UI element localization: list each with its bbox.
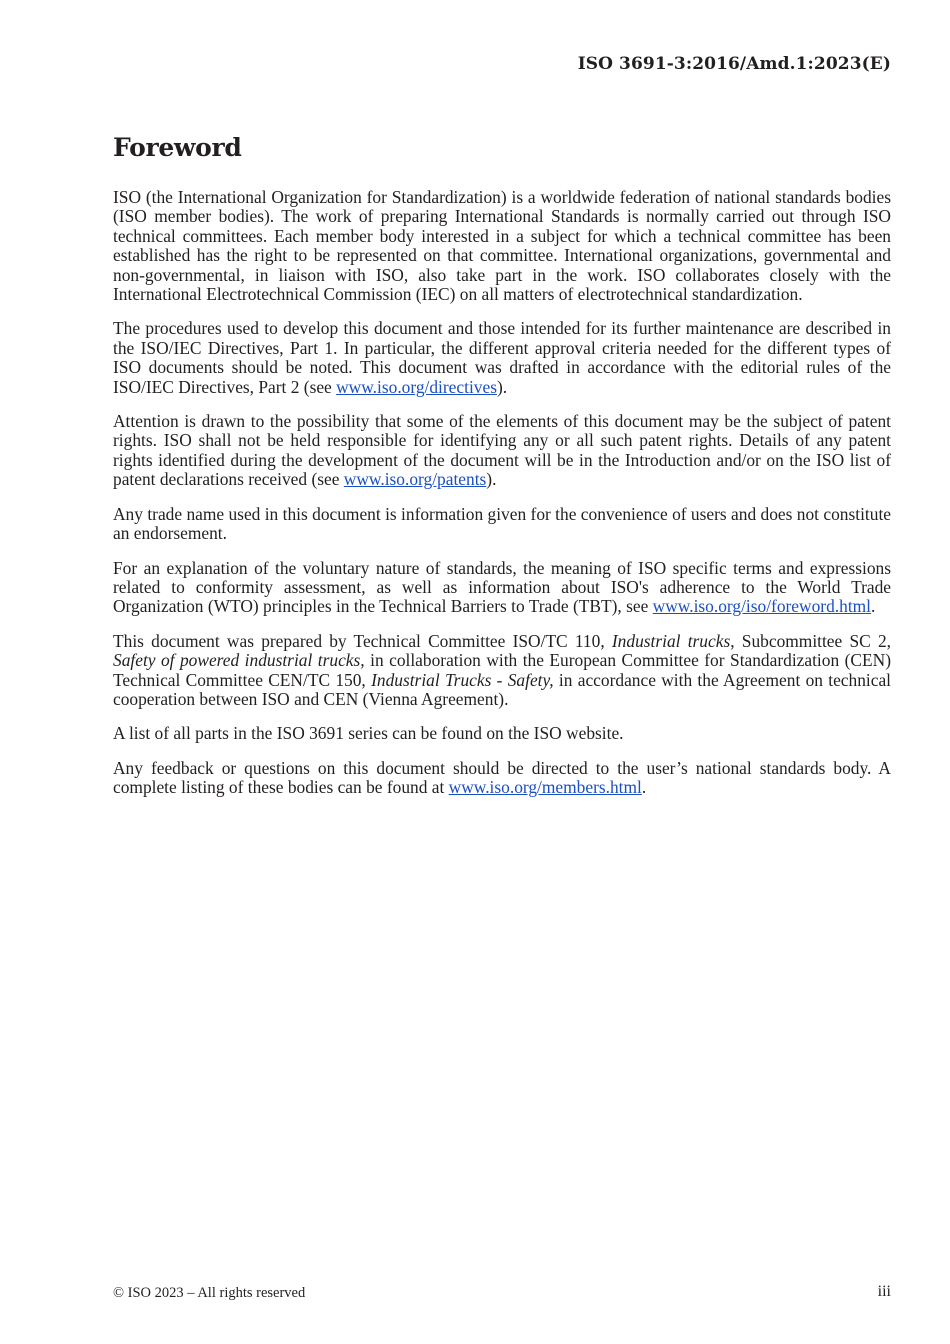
paragraph-tail: . [871,596,876,617]
document-code-header: ISO 3691-3:2016/Amd.1:2023(E) [577,54,891,74]
paragraph-text: in accordance with the Agreement on technical cooperation between ISO and CEN (Vienna Agreement). [113,669,892,709]
subcommittee-title-italic: Safety of powered industrial trucks, [113,650,365,671]
paragraph-text: in collaboration with the European Committee for Standardization (CEN) Technical Committee CEN/TC 150, [113,650,891,690]
page-title: Foreword [113,133,242,162]
page-content [113,130,891,813]
paragraph-prepared-by [113,632,891,710]
paragraph-tail: . [641,777,647,798]
foreword-link[interactable]: www.iso.org/iso/foreword.html [652,596,872,617]
paragraph-voluntary-nature [113,559,891,617]
committee-title-italic: Industrial trucks [611,630,731,651]
paragraph-series-list: A list of all parts in the ISO 3691 series can be found on the ISO website. [113,723,624,744]
cen-committee-title-italic: Industrial Trucks - Safety, [371,669,554,690]
paragraph-feedback [113,759,891,798]
paragraph-patents [113,412,891,490]
paragraph-text: , Subcommittee SC 2, [730,630,891,651]
paragraph-text: This document was prepared by Technical Committee ISO/TC 110, [113,630,612,651]
paragraph-text: For an explanation of the voluntary nature of standards, the meaning of ISO specific terms and expressions related to conformity assessment, as well as information about ISO's adherence to the World Trade Organization (WTO) principles in the Technical Barriers to Trade (TBT), see [113,557,891,617]
paragraph-procedures [113,319,891,397]
paragraph-text: Any feedback or questions on this document should be directed to the user’s national standards body. A complete listing of these bodies can be found at [113,757,891,798]
members-link[interactable]: www.iso.org/members.html [448,777,642,798]
paragraph-trade-name: Any trade name used in this document is information given for the convenience of users and does not constitute an endorsement. [113,503,891,544]
footer-copyright: © ISO 2023 – All rights reserved [113,1285,306,1301]
paragraph-tail: ). [486,469,497,490]
paragraph-tail: ). [496,376,508,397]
footer-page-number: iii [877,1283,891,1300]
directives-link[interactable]: www.iso.org/directives [336,376,497,397]
patents-link[interactable]: www.iso.org/patents [343,469,487,490]
paragraph-text: Attention is drawn to the possibility that some of the elements of this document may be the subject of patent rights. ISO shall not be held responsible for identifying any or all such patent rights. Details of any patent rights identified during the development of the document will be in the Introduction and/or on the ISO list of patent declarations received (see [113,411,891,490]
paragraph-text: The procedures used to develop this document and those intended for its further maintenance are described in the ISO/IEC Directives, Part 1. In particular, the different approval criteria needed for the different types of ISO documents should be noted. This document was drafted in accordance with the editorial rules of the ISO/IEC Directives, Part 2 (see [113,318,891,397]
paragraph-iso-intro: ISO (the International Organization for Standardization) is a worldwide federation of national standards bodies (ISO member bodies). The work of preparing International Standards is normally carried out through ISO technical committees. Each member body interested in a subject for which a technical committee has been established has the right to be represented on that committee. International organizations, governmental and non-governmental, in liaison with ISO, also take part in the work. ISO collaborates closely with the International Electrotechnical Commission (IEC) on all matters of electrotechnical standardization. [113,187,891,305]
